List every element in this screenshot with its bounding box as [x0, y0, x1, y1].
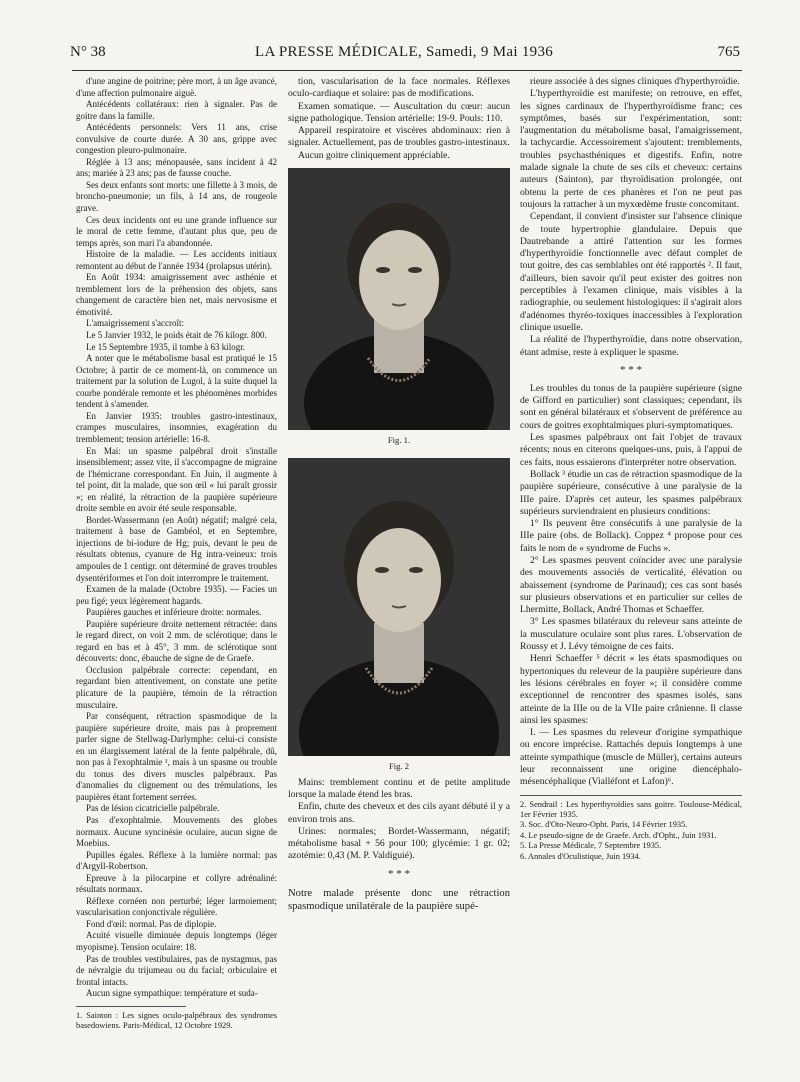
paragraph: Pas de lésion cicatricielle palpébrale. — [86, 803, 220, 814]
paragraph: 3° Les spasmes bilatéraux du releveur sans atteinte de la musculature oculaire sont plus rares. L'observation de Roussy et J. Lévy témoigne de ces faits. — [520, 616, 742, 653]
paragraph: Par conséquent, rétraction spasmodique de la paupière supérieure droite, mais pas à proprement parler signe de Stellwag-Darlymphe: celui-ci consiste en un élargissement latéral de la fente palpébrale, dû, non pas à l'exophtalmie ¹, mais à un spasme ou trouble du tonus des divers muscles palpébraux. Pas d'anomalies du clignement ou des trémulations, les paupières étant fortement serrées. — [76, 711, 277, 802]
figure-1-photo — [288, 168, 510, 430]
paragraph: Acuité visuelle diminuée depuis longtemps (léger myopisme). Tension oculaire: 18. — [76, 930, 277, 953]
column-right — [520, 76, 742, 862]
paragraph: En Janvier 1935: troubles gastro-intestinaux, crampes musculaires, insomnies, exagération du tremblement; tension artérielle: 16-8. — [76, 410, 277, 444]
paragraph: Les troubles du tonus de la paupière supérieure (signe de Gifford en particulier) sont classiques; cependant, ils sont en général bilatéraux et s'observent de préférence au cours de goitres exophtalmiques pluri-symptomatiques. — [520, 382, 742, 431]
paragraph: Ces deux incidents ont eu une grande influence sur le moral de cette femme, d'autant plus que, peu de temps après, son mari l'a abandonnée. — [76, 214, 277, 248]
paragraph: I. — Les spasmes du releveur d'origine sympathique ou encore imprécise. Rattachés depuis longtemps à une atteinte sympathique (muscle de Müller), certains auteurs leur reconnaissent une origine diencéphalo-mésencéphalique (Vialléfont et Lafon)⁶. — [520, 727, 742, 788]
page-number: 765 — [717, 44, 740, 60]
paragraph: La réalité de l'hyperthyroïdie, dans notre observation, étant admise, reste à expliquer le spasme. — [520, 334, 742, 358]
paragraph: tion, vascularisation de la face normales. Réflexes oculo-cardiaque et solaire: pas de modifications. — [288, 76, 510, 100]
paragraph: En Août 1934: amaigrissement avec asthénie et tremblement lors de la préhension des objets, sans changement de caractère bien net, mais nervosisme et émotivité. — [76, 272, 277, 317]
paragraph: L'amaigrissement s'accroît: — [86, 318, 184, 329]
footnote: 2. Sendrail : Les hyperthyroïdies sans goitre. Toulouse-Médical, 1er Février 1935. — [520, 799, 742, 820]
paragraph: Henri Schaeffer ⁵ décrit « les états spasmodiques ou hypertoniques du releveur de la paupière supérieure dans les lésions cérébrales en foyer »; il considère comme exceptionnel de rencontrer des spasmes isolés, sans atteinte de la IIIe ou de la VIIe paire crânienne. Il classe ainsi les spasmes: — [520, 653, 742, 726]
paragraph: Bollack ³ étudie un cas de rétraction spasmodique de la paupière supérieure, consécutive à une paralysie de la IIIe paire. D'après cet auteur, les spasmes palpébraux supérieurs surviendraient en plusieurs conditions: — [520, 468, 742, 517]
paragraph: Réflexe cornéen non perturbé; léger larmoiement; vascularisation conjonctivale régulière. — [76, 895, 277, 918]
column-middle-bottom-text — [288, 777, 510, 863]
column-right-text-b — [520, 383, 742, 789]
paragraph: Paupière supérieure droite nettement rétractée: dans le regard direct, on voit 2 mm. de sclérotique; dans le regard en bas et à 45°, 3 mm. de sclérotique sont découverts: donc, ébauche de signe de de Graefe. — [76, 618, 277, 664]
footnote-1: 1. Sainton : Les signes oculo-palpébraux des syndromes basedowiens. Paris-Médical, 12 Octobre 1929. — [76, 1010, 277, 1031]
paragraph: Antécédents personnels: Vers 11 ans, crise convulsive de courte durée. A 30 ans, grippe avec congestion pleuro-pulmonaire. — [76, 122, 277, 156]
paragraph: Examen de la malade (Octobre 1935). — Facies un peu figé; yeux légèrement hagards. — [76, 584, 277, 606]
column-right-text-a — [520, 76, 742, 359]
paragraph: Enfin, chute des cheveux et des cils ayant débuté il y a environ trois ans. — [288, 801, 510, 825]
paragraph: L'hyperthyroïdie est manifeste; on retrouve, en effet, les signes cardinaux de l'hyperthyroïdisme franc; ces symptômes, basés sur l'expérimentation, sont: l'augmentation du métabolisme basal, l'amaigrissement, la tachycardie. Accessoirement s'ajoutent: tremblements, troubles psychasthéniques et digestifs. Enfin, notre malade signale la chute de ses cils et cheveux: certains auteurs (Sainton), par thyroïdisation prolongée, ont obtenu la perte de ces phanères et l'on ne peut pas toujours la rattacher à un myxœdème fruste concomitant. — [520, 88, 742, 210]
paragraph: 1° Ils peuvent être consécutifs à une paralysie de la IIIe paire (obs. de Bollack). Coppez ⁴ propose pour ces faits le nom de « syndrome de Fuchs ». — [520, 518, 742, 554]
journal-title: LA PRESSE MÉDICALE, Samedi, 9 Mai 1936 — [255, 44, 554, 60]
section-stars: * * * — [388, 867, 410, 880]
paragraph: d'une angine de poitrine; père mort, à un âge avancé, d'une affection pulmonaire aiguë. — [76, 76, 277, 98]
paragraph: Appareil respiratoire et viscères abdominaux: rien à signaler. Actuellement, pas de troubles gastro-intestinaux. — [288, 125, 510, 149]
footnote: 6. Annales d'Oculistique, Juin 1934. — [520, 851, 641, 861]
paragraph: Réglée à 13 ans; ménopausée, sans incident à 42 ans; mariée à 23 ans; pas de fausse couche. — [76, 156, 277, 179]
conclusion-paragraph: Notre malade présente donc une rétraction spasmodique unilatérale de la paupière supé- — [288, 887, 510, 912]
footnote: 4. Le pseudo-signe de de Graefe. Arch. d'Opht., Juin 1931. — [520, 830, 717, 840]
paragraph: Histoire de la maladie. — Les accidents initiaux remontent au début de l'année 1934 (prolapsus utérin). — [76, 249, 277, 271]
paragraph: Urines: normales; Bordet-Wassermann, négatif; métabolisme basal + 56 pour 100; glycémie: 1 gr. 02; azotémie: 0,43 (M. P. Valdiguié). — [288, 825, 510, 862]
section-stars-right: * * * — [620, 363, 642, 376]
header-rule — [72, 70, 742, 71]
paragraph: Cependant, il convient d'insister sur l'absence clinique de toute hypertrophie glandulaire. Depuis que Dautrebande a attiré l'attention sur les formes d'hyperthyroïdie fonctionnelle avec défaut complet de tout goitre, des cas semblables ont été rapportés ². Il faut, d'ailleurs, bien savoir qu'il peut exister des goitres non perceptibles à l'examen clinique, mais visibles à la radiographie, ou seulement histologiques: il s'agirait alors d'adénomes thyréo-toxiques inaccessibles à l'exploration clinique usuelle. — [520, 211, 742, 333]
issue-number: N° 38 — [70, 44, 106, 60]
column-left — [76, 76, 277, 1032]
paragraph: En Mai: un spasme palpébral droit s'installe insensiblement; assez vite, il s'accompagne de migraine de l'hémicrane correspondant. En Juin, il augmente à tel point, dit la malade, que son œil « lui paraît grossir »; en réalité, la rétraction de la paupière supérieure droite semble en avoir été seule responsable. — [76, 445, 277, 514]
column-middle — [288, 76, 510, 913]
paragraph: Pas d'exophtalmie. Mouvements des globes normaux. Aucune syncinésie oculaire, aucun signe de Moebius. — [76, 815, 277, 849]
footnotes-right — [520, 800, 742, 862]
column-middle-top-text — [288, 76, 510, 162]
paragraph: Occlusion palpébrale correcte: cependant, en regardant bien attentivement, on constate une petite plicature de la paupière, témoin de la rétraction musculaire. — [76, 664, 277, 710]
paragraph: Les spasmes palpébraux ont fait l'objet de travaux récents; nous en citerons quelques-uns, puis, à l'appui de ces faits, nous essaierons d'interpréter notre observation. — [520, 432, 742, 468]
paragraph: Le 5 Janvier 1932, le poids était de 76 kilogr. 800. — [86, 330, 267, 341]
page-header — [70, 44, 740, 66]
paragraph: Aucun goitre cliniquement appréciable. — [298, 149, 450, 161]
paragraph: Epreuve à la pilocarpine et collyre adrénaliné: résultats normaux. — [76, 872, 277, 895]
footnote: 5. La Presse Médicale, 7 Septembre 1935. — [520, 841, 662, 851]
paragraph: Bordet-Wassermann (en Août) négatif; malgré cela, traitement à base de Gambéol, et en Septembre, injections de bi-iodure de Hg; puis, devant le peu de résultats obtenus, cyanure de Hg intra-veineux: trois ampoules de 1 centigr. ont déterminé de graves troubles dysentériformes et l'on doit interrompre le traitement. — [76, 514, 277, 583]
paragraph: Examen somatique. — Auscultation du cœur: aucun signe pathologique. Tension artérielle: 19-9. Pouls: 110. — [288, 100, 510, 124]
footnote-rule — [76, 1006, 186, 1007]
paragraph: 2° Les spasmes peuvent coïncider avec une paralysie des mouvements associés de verticalité, élévation ou abaissement (syndrome de Parinaud); ces cas sont basés sur plusieurs observations et en particulier sur celles de Lhermitte, Bollack, André Thomas et Schaeffer. — [520, 554, 742, 616]
paragraph: rieure associée à des signes cliniques d'hyperthyroïdie. — [530, 76, 740, 87]
paragraph: Paupières gauches et inférieure droite: normales. — [86, 607, 262, 618]
paragraph: Fond d'œil: normal. Pas de diplopie. — [86, 918, 217, 929]
footnote: 3. Soc. d'Oto-Neuro-Opht. Paris, 14 Février 1935. — [520, 820, 688, 830]
paragraph: Antécédents collatéraux: rien à signaler. Pas de goitre dans la famille. — [76, 99, 277, 121]
paragraph: Pas de troubles vestibulaires, pas de nystagmus, pas de névralgie du trijumeau ou du facial; orbiculaire et frontal intacts. — [76, 953, 277, 987]
figure-2-photo — [288, 458, 510, 756]
paragraph: Aucun signe sympathique: température et suda- — [86, 988, 258, 999]
paragraph: Mains: tremblement continu et de petite amplitude lorsque la malade étend les bras. — [288, 776, 510, 800]
column-left-text — [76, 76, 277, 1000]
paragraph: A noter que le métabolisme basal est pratiqué le 15 Octobre; à partir de ce moment-là, on commence un traitement par la solution de Lugol, à la suite duquel la courbe pondérale remonte et les phénomènes morbides tendent à s'amender. — [76, 353, 277, 410]
figure-2-caption: Fig. 2 — [388, 761, 410, 772]
paragraph: Le 15 Septembre 1935, il tombe à 63 kilogr. — [86, 341, 245, 352]
figure-1-caption: Fig. 1. — [387, 435, 411, 446]
paragraph: Pupilles égales. Réflexe à la lumière normal: pas d'Argyll-Robertson. — [76, 849, 277, 872]
paragraph: Ses deux enfants sont morts: une fillette à 3 mois, de broncho-pneumonie; un fils, à 14 ans, de rougeole grave. — [76, 179, 277, 214]
footnote-rule-right — [520, 795, 742, 796]
